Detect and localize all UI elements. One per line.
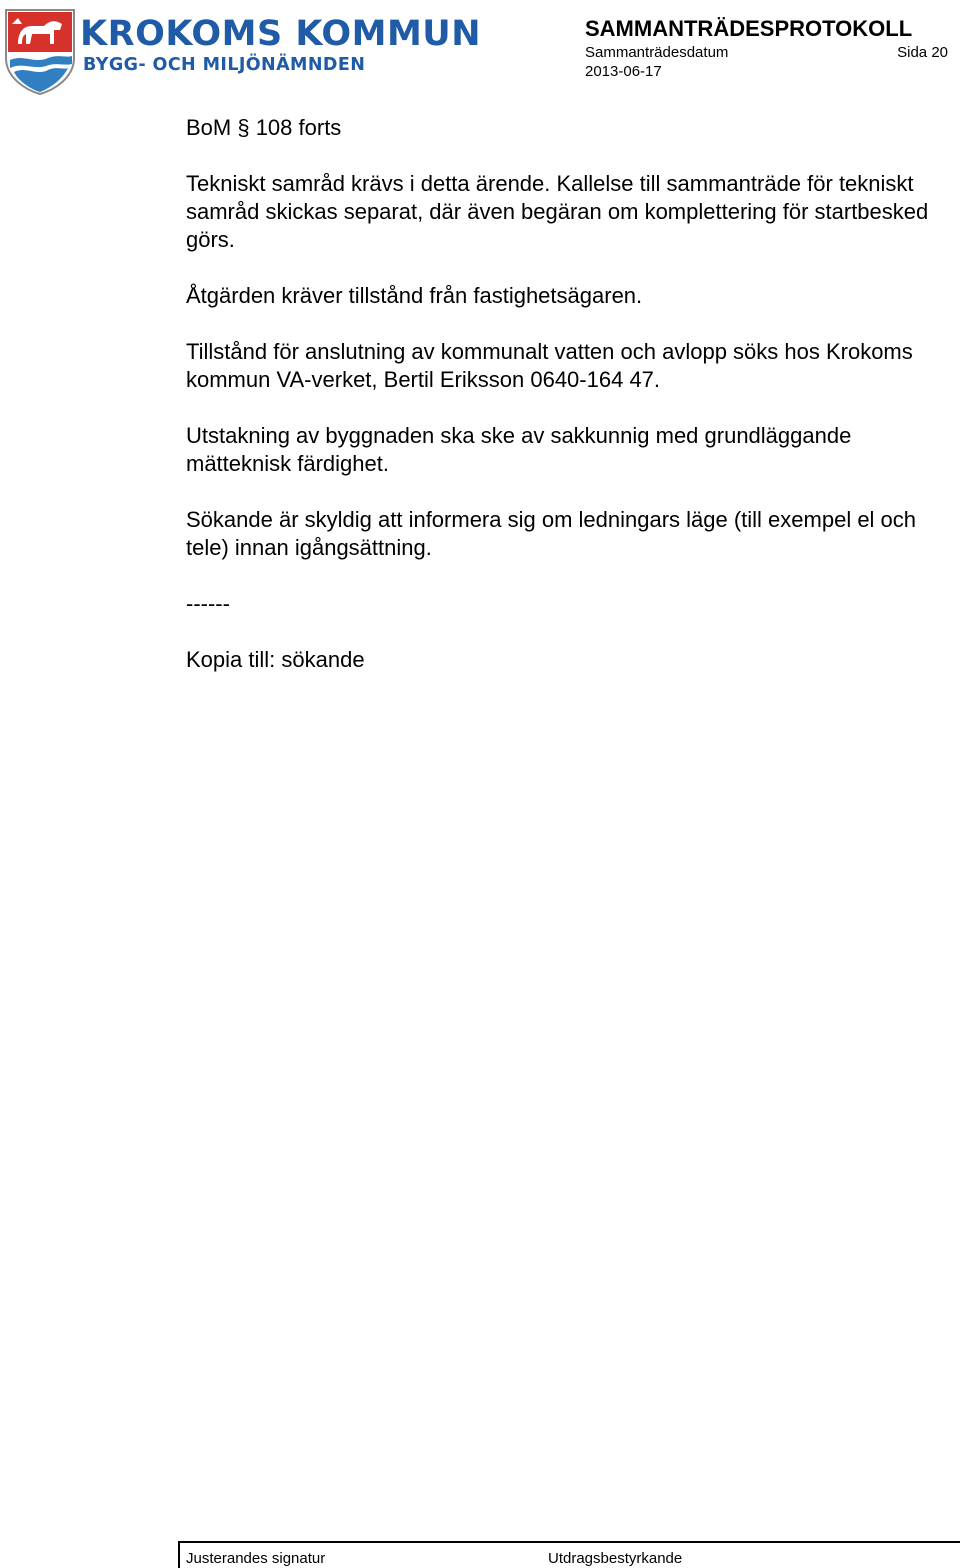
paragraph: Tillstånd för anslutning av kommunalt vatten och avlopp söks hos Krokoms kommun VA-verket, Bertil Eriksson 0640-164 47. xyxy=(186,339,913,392)
signature-label: Justerandes signatur xyxy=(186,1550,326,1567)
copy-to-line: Kopia till: sökande xyxy=(186,647,365,672)
board-name: BYGG- OCH MILJÖNÄMNDEN xyxy=(83,55,366,75)
municipality-logo xyxy=(4,8,482,96)
organization-name: KROKOMS KOMMUN xyxy=(80,14,482,54)
signature-footer xyxy=(178,1541,960,1568)
paragraph: Utstakning av byggnaden ska ske av sakkunnig med grundläggande mätteknisk färdighet. xyxy=(186,423,852,476)
section-heading: BoM § 108 forts xyxy=(186,115,342,140)
paragraph: Sökande är skyldig att informera sig om ledningars läge (till exempel el och tele) innan igångsättning. xyxy=(186,507,917,560)
paragraph: Tekniskt samråd krävs i detta ärende. Kallelse till sammanträde för tekniskt samråd skickas separat, där även begäran om komplettering för startbesked görs. xyxy=(186,171,929,252)
separator-text: ------ xyxy=(186,591,230,616)
page-number: Sida 20 xyxy=(897,44,948,61)
meeting-date: 2013-06-17 xyxy=(585,63,662,80)
meeting-date-label: Sammanträdesdatum xyxy=(585,44,729,61)
document-type: SAMMANTRÄDESPROTOKOLL xyxy=(585,16,913,41)
document-body xyxy=(186,114,948,702)
coat-of-arms-icon xyxy=(4,8,76,96)
paragraph: Åtgärden kräver tillstånd från fastighetsägaren. xyxy=(186,283,643,308)
certification-label: Utdragsbestyrkande xyxy=(548,1550,683,1567)
